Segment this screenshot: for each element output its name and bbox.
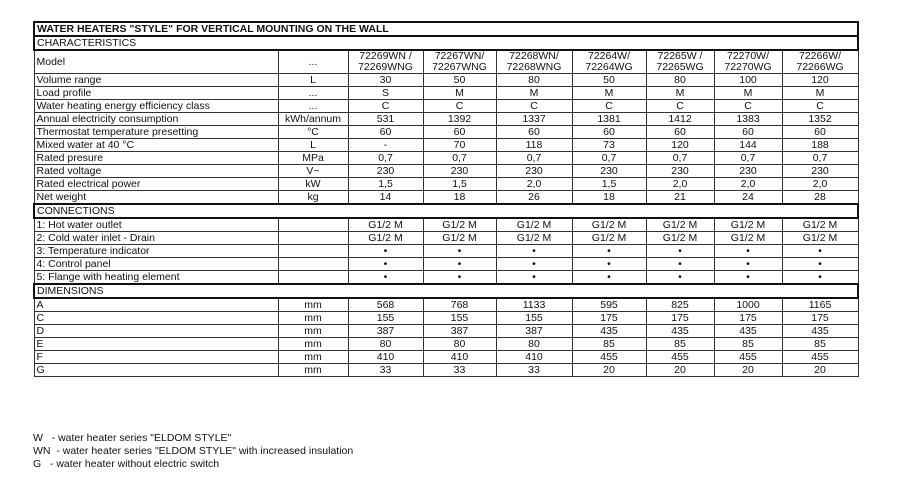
- section-heading-row: [34, 204, 858, 218]
- value-cell: 60: [423, 126, 496, 139]
- value-cell: 120: [646, 139, 714, 152]
- row-label: Model: [34, 50, 278, 74]
- table-row: [34, 258, 858, 271]
- row-unit: mm: [278, 351, 348, 364]
- value-cell: 1165: [782, 298, 858, 312]
- value-cell: 230: [348, 165, 423, 178]
- value-cell: •: [714, 258, 782, 271]
- row-unit: MPa: [278, 152, 348, 165]
- value-cell: -: [348, 139, 423, 152]
- section-heading: DIMENSIONS: [34, 284, 858, 298]
- value-cell: 18: [423, 191, 496, 205]
- section-heading-row: [34, 36, 858, 50]
- row-unit: kW: [278, 178, 348, 191]
- table-row: [34, 100, 858, 113]
- value-cell: 0,7: [348, 152, 423, 165]
- value-cell: •: [714, 271, 782, 285]
- row-unit: [278, 245, 348, 258]
- value-cell: 1337: [496, 113, 572, 126]
- value-cell: 33: [423, 364, 496, 377]
- value-cell: 595: [572, 298, 646, 312]
- table-title: WATER HEATERS "STYLE" FOR VERTICAL MOUNTING ON THE WALL: [34, 22, 858, 36]
- value-cell: 188: [782, 139, 858, 152]
- value-cell: 2,0: [714, 178, 782, 191]
- table-row: [34, 165, 858, 178]
- row-unit: ...: [278, 87, 348, 100]
- row-label: Water heating energy efficiency class: [34, 100, 278, 113]
- value-cell: 455: [572, 351, 646, 364]
- table-row: [34, 218, 858, 232]
- value-cell: 1383: [714, 113, 782, 126]
- value-cell: 1,5: [348, 178, 423, 191]
- row-label: Thermostat temperature presetting: [34, 126, 278, 139]
- value-cell: •: [782, 271, 858, 285]
- value-cell: 435: [646, 325, 714, 338]
- value-cell: •: [572, 271, 646, 285]
- row-label: Rated electrical power: [34, 178, 278, 191]
- value-cell: 73: [572, 139, 646, 152]
- value-cell: 60: [782, 126, 858, 139]
- value-cell: 28: [782, 191, 858, 205]
- value-cell: •: [496, 245, 572, 258]
- row-label: Rated presure: [34, 152, 278, 165]
- value-cell: 0,7: [782, 152, 858, 165]
- table-row: [34, 74, 858, 87]
- value-cell: 60: [348, 126, 423, 139]
- value-cell: 60: [714, 126, 782, 139]
- value-cell: 72268WN/ 72268WNG: [496, 50, 572, 74]
- value-cell: 85: [572, 338, 646, 351]
- value-cell: 33: [496, 364, 572, 377]
- value-cell: 1392: [423, 113, 496, 126]
- value-cell: •: [714, 245, 782, 258]
- value-cell: M: [572, 87, 646, 100]
- value-cell: G1/2 M: [714, 232, 782, 245]
- value-cell: 60: [572, 126, 646, 139]
- value-cell: •: [496, 258, 572, 271]
- value-cell: 455: [714, 351, 782, 364]
- value-cell: C: [646, 100, 714, 113]
- value-cell: •: [572, 245, 646, 258]
- value-cell: 455: [782, 351, 858, 364]
- value-cell: 155: [423, 312, 496, 325]
- row-label: D: [34, 325, 278, 338]
- value-cell: 24: [714, 191, 782, 205]
- row-label: G: [34, 364, 278, 377]
- value-cell: 80: [496, 338, 572, 351]
- value-cell: 531: [348, 113, 423, 126]
- value-cell: 768: [423, 298, 496, 312]
- value-cell: 410: [423, 351, 496, 364]
- table-row: [34, 50, 858, 74]
- value-cell: •: [423, 245, 496, 258]
- row-unit: L: [278, 139, 348, 152]
- value-cell: 230: [646, 165, 714, 178]
- value-cell: 1352: [782, 113, 858, 126]
- value-cell: 20: [646, 364, 714, 377]
- value-cell: 70: [423, 139, 496, 152]
- row-label: E: [34, 338, 278, 351]
- row-unit: ...: [278, 50, 348, 74]
- value-cell: 2,0: [496, 178, 572, 191]
- value-cell: C: [348, 100, 423, 113]
- value-cell: 72266W/ 72266WG: [782, 50, 858, 74]
- table-row: [34, 178, 858, 191]
- value-cell: G1/2 M: [572, 232, 646, 245]
- value-cell: G1/2 M: [496, 218, 572, 232]
- table-title-row: [34, 22, 858, 36]
- row-unit: [278, 271, 348, 285]
- value-cell: 435: [714, 325, 782, 338]
- value-cell: •: [782, 258, 858, 271]
- value-cell: 18: [572, 191, 646, 205]
- value-cell: •: [423, 271, 496, 285]
- table-row: [34, 152, 858, 165]
- value-cell: 2,0: [646, 178, 714, 191]
- table-row: [34, 298, 858, 312]
- value-cell: 1412: [646, 113, 714, 126]
- value-cell: 72269WN / 72269WNG: [348, 50, 423, 74]
- value-cell: 72264W/ 72264WG: [572, 50, 646, 74]
- value-cell: 435: [782, 325, 858, 338]
- value-cell: S: [348, 87, 423, 100]
- value-cell: 410: [348, 351, 423, 364]
- value-cell: M: [646, 87, 714, 100]
- value-cell: 0,7: [572, 152, 646, 165]
- row-unit: L: [278, 74, 348, 87]
- value-cell: 1381: [572, 113, 646, 126]
- value-cell: •: [423, 258, 496, 271]
- value-cell: •: [646, 271, 714, 285]
- value-cell: 60: [496, 126, 572, 139]
- row-label: Rated voltage: [34, 165, 278, 178]
- value-cell: 80: [348, 338, 423, 351]
- row-unit: kg: [278, 191, 348, 205]
- value-cell: 1000: [714, 298, 782, 312]
- value-cell: •: [646, 258, 714, 271]
- row-label: 1: Hot water outlet: [34, 218, 278, 232]
- note-g: G - water heater without electric switch: [33, 458, 220, 470]
- table-row: [34, 312, 858, 325]
- table-row: [34, 191, 858, 205]
- value-cell: 20: [714, 364, 782, 377]
- value-cell: 230: [782, 165, 858, 178]
- value-cell: 455: [646, 351, 714, 364]
- value-cell: M: [423, 87, 496, 100]
- value-cell: 72270W/ 72270WG: [714, 50, 782, 74]
- value-cell: G1/2 M: [572, 218, 646, 232]
- value-cell: G1/2 M: [348, 218, 423, 232]
- row-unit: mm: [278, 312, 348, 325]
- section-heading-row: [34, 284, 858, 298]
- value-cell: 144: [714, 139, 782, 152]
- row-label: C: [34, 312, 278, 325]
- row-unit: ...: [278, 100, 348, 113]
- row-label: 3: Temperature indicator: [34, 245, 278, 258]
- row-label: Annual electricity consumption: [34, 113, 278, 126]
- row-unit: [278, 232, 348, 245]
- row-unit: mm: [278, 325, 348, 338]
- value-cell: 1,5: [572, 178, 646, 191]
- value-cell: 26: [496, 191, 572, 205]
- value-cell: •: [348, 245, 423, 258]
- value-cell: 2,0: [782, 178, 858, 191]
- value-cell: 230: [714, 165, 782, 178]
- value-cell: 20: [782, 364, 858, 377]
- table-row: [34, 351, 858, 364]
- value-cell: 387: [423, 325, 496, 338]
- value-cell: 387: [348, 325, 423, 338]
- table-row: [34, 338, 858, 351]
- value-cell: 100: [714, 74, 782, 87]
- value-cell: 120: [782, 74, 858, 87]
- value-cell: 155: [348, 312, 423, 325]
- table-row: [34, 232, 858, 245]
- value-cell: G1/2 M: [423, 232, 496, 245]
- value-cell: 60: [646, 126, 714, 139]
- value-cell: 175: [782, 312, 858, 325]
- value-cell: 387: [496, 325, 572, 338]
- value-cell: 435: [572, 325, 646, 338]
- row-label: Volume range: [34, 74, 278, 87]
- water-heater-spec-table: [33, 21, 859, 377]
- row-label: 4: Control panel: [34, 258, 278, 271]
- row-label: Mixed water at 40 °C: [34, 139, 278, 152]
- value-cell: 1,5: [423, 178, 496, 191]
- value-cell: 80: [423, 338, 496, 351]
- row-unit: mm: [278, 298, 348, 312]
- row-label: F: [34, 351, 278, 364]
- value-cell: •: [496, 271, 572, 285]
- table-row: [34, 139, 858, 152]
- value-cell: 30: [348, 74, 423, 87]
- value-cell: G1/2 M: [782, 218, 858, 232]
- row-unit: mm: [278, 364, 348, 377]
- value-cell: 72267WN/ 72267WNG: [423, 50, 496, 74]
- value-cell: G1/2 M: [782, 232, 858, 245]
- value-cell: 21: [646, 191, 714, 205]
- value-cell: 0,7: [646, 152, 714, 165]
- row-unit: [278, 218, 348, 232]
- note-w: W - water heater series "ELDOM STYLE": [33, 432, 232, 444]
- note-wn: WN - water heater series "ELDOM STYLE" with increased insulation: [33, 445, 354, 457]
- value-cell: G1/2 M: [646, 232, 714, 245]
- table-row: [34, 126, 858, 139]
- value-cell: •: [348, 258, 423, 271]
- value-cell: 410: [496, 351, 572, 364]
- row-label: 2: Cold water inlet - Drain: [34, 232, 278, 245]
- value-cell: G1/2 M: [646, 218, 714, 232]
- value-cell: 175: [714, 312, 782, 325]
- row-unit: kWh/annum: [278, 113, 348, 126]
- value-cell: C: [423, 100, 496, 113]
- table-row: [34, 364, 858, 377]
- value-cell: M: [714, 87, 782, 100]
- value-cell: C: [714, 100, 782, 113]
- value-cell: C: [496, 100, 572, 113]
- value-cell: 80: [496, 74, 572, 87]
- table-row: [34, 325, 858, 338]
- value-cell: 230: [496, 165, 572, 178]
- value-cell: •: [646, 245, 714, 258]
- value-cell: 155: [496, 312, 572, 325]
- value-cell: M: [496, 87, 572, 100]
- value-cell: C: [782, 100, 858, 113]
- value-cell: 14: [348, 191, 423, 205]
- value-cell: 175: [572, 312, 646, 325]
- value-cell: G1/2 M: [423, 218, 496, 232]
- value-cell: 0,7: [423, 152, 496, 165]
- value-cell: 33: [348, 364, 423, 377]
- row-label: Net weight: [34, 191, 278, 205]
- value-cell: •: [572, 258, 646, 271]
- value-cell: 1133: [496, 298, 572, 312]
- value-cell: 80: [646, 74, 714, 87]
- value-cell: C: [572, 100, 646, 113]
- value-cell: 85: [646, 338, 714, 351]
- value-cell: G1/2 M: [714, 218, 782, 232]
- value-cell: 0,7: [496, 152, 572, 165]
- row-unit: mm: [278, 338, 348, 351]
- value-cell: 568: [348, 298, 423, 312]
- value-cell: 50: [572, 74, 646, 87]
- value-cell: 175: [646, 312, 714, 325]
- value-cell: M: [782, 87, 858, 100]
- value-cell: 85: [782, 338, 858, 351]
- value-cell: 230: [423, 165, 496, 178]
- value-cell: 118: [496, 139, 572, 152]
- table-row: [34, 87, 858, 100]
- value-cell: •: [348, 271, 423, 285]
- value-cell: 85: [714, 338, 782, 351]
- value-cell: •: [782, 245, 858, 258]
- value-cell: 0,7: [714, 152, 782, 165]
- value-cell: G1/2 M: [496, 232, 572, 245]
- value-cell: 50: [423, 74, 496, 87]
- table-row: [34, 271, 858, 285]
- value-cell: 72265W / 72265WG: [646, 50, 714, 74]
- row-label: Load profile: [34, 87, 278, 100]
- value-cell: G1/2 M: [348, 232, 423, 245]
- row-unit: V~: [278, 165, 348, 178]
- row-label: 5: Flange with heating element: [34, 271, 278, 285]
- section-heading: CONNECTIONS: [34, 204, 858, 218]
- table-row: [34, 113, 858, 126]
- section-heading: CHARACTERISTICS: [34, 36, 858, 50]
- value-cell: 20: [572, 364, 646, 377]
- value-cell: 230: [572, 165, 646, 178]
- row-unit: °C: [278, 126, 348, 139]
- row-unit: [278, 258, 348, 271]
- table-row: [34, 245, 858, 258]
- value-cell: 825: [646, 298, 714, 312]
- legend-notes: [33, 432, 353, 471]
- row-label: A: [34, 298, 278, 312]
